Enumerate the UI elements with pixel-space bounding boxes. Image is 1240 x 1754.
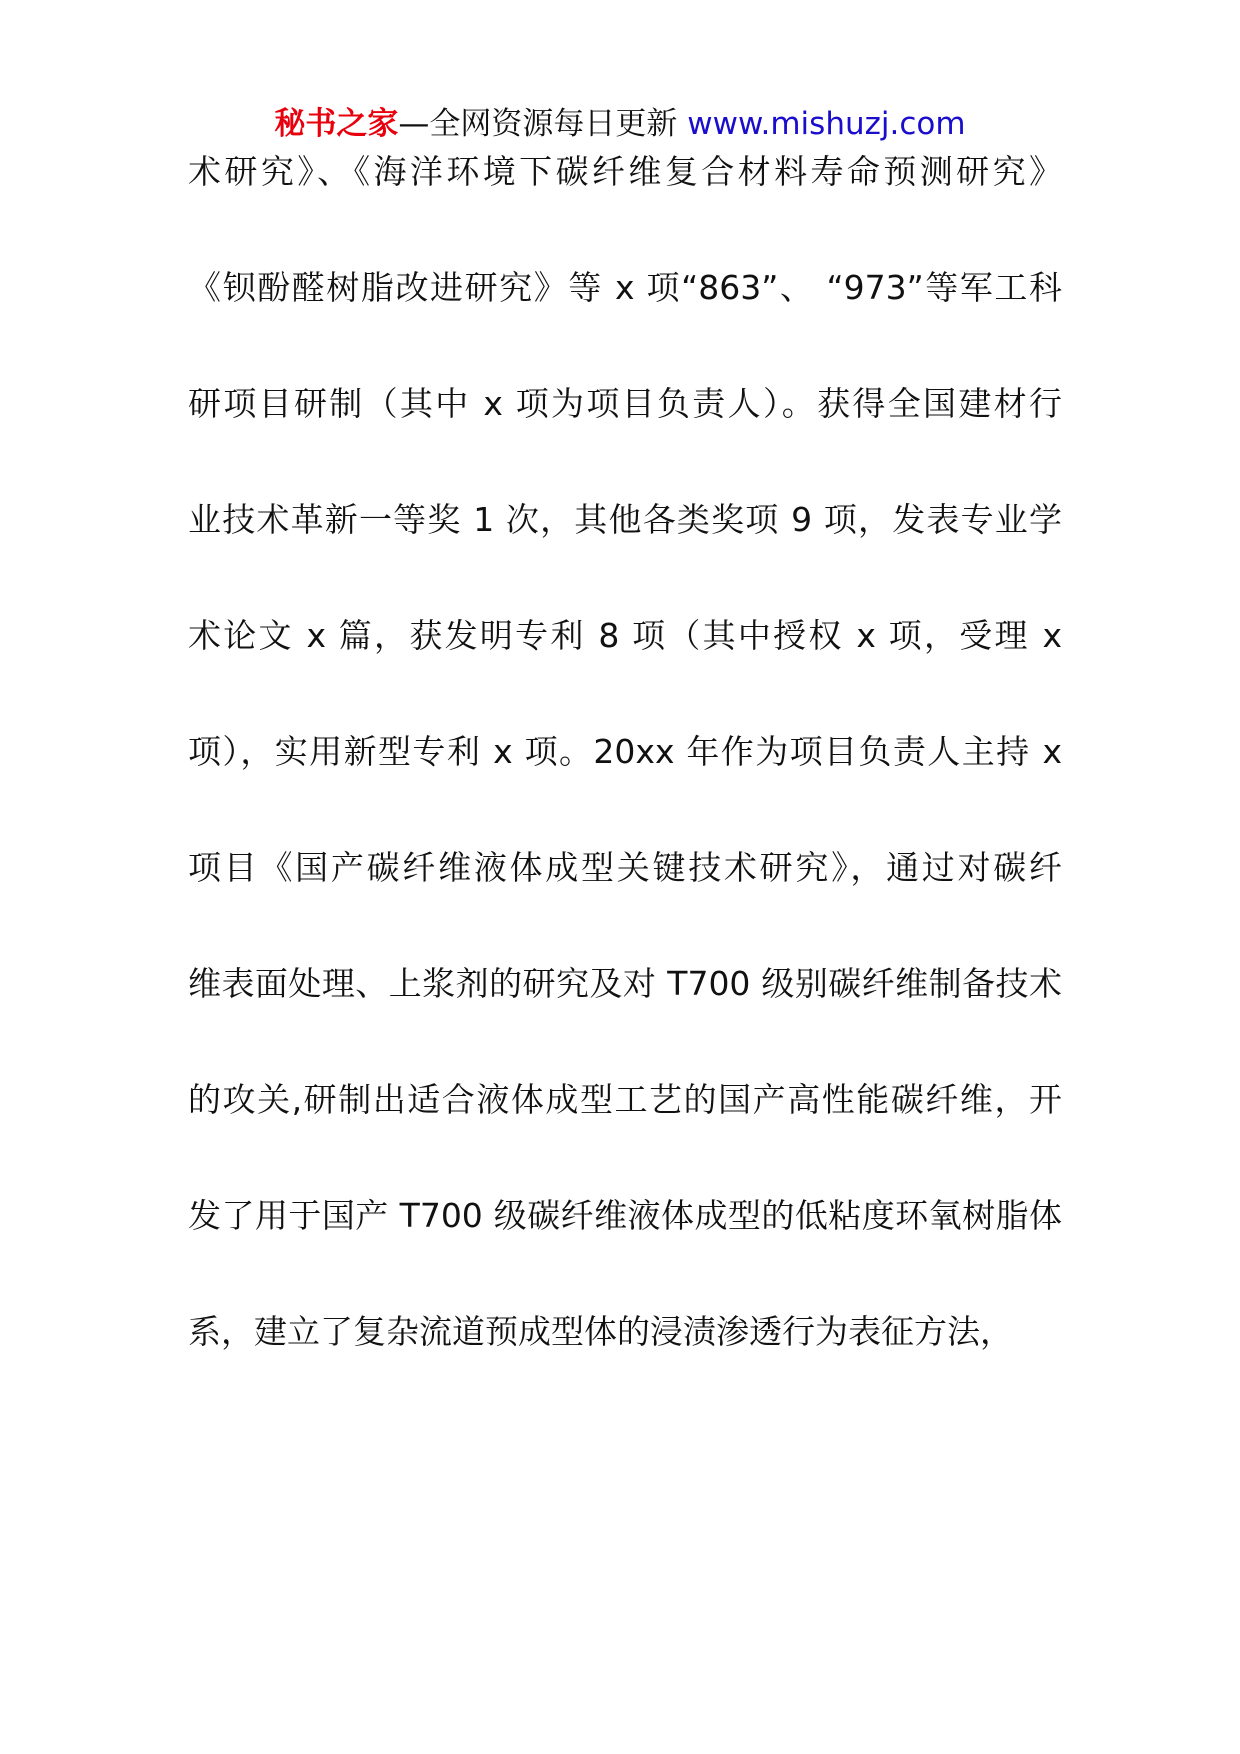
header-url-link[interactable]: www.mishuzj.com	[687, 106, 966, 142]
body-line-7: 项目《国产碳纤维液体成型关键技术研究》，通过对碳纤	[188, 848, 1062, 887]
brand-name: 秘书之家	[274, 106, 399, 142]
body-line-4: 业技术革新一等奖 1 次，其他各类奖项 9 项，发表专业学	[188, 500, 1062, 539]
page-header	[0, 102, 1240, 146]
body-line-11: 系，建立了复杂流道预成型体的浸渍渗透行为表征方法，	[188, 1312, 1013, 1351]
body-line-10: 发了用于国产 T700 级碳纤维液体成型的低粘度环氧树脂体	[188, 1196, 1062, 1235]
body-line-9: 的攻关,研制出适合液体成型工艺的国产高性能碳纤维，开	[188, 1080, 1062, 1119]
body-line-8: 维表面处理、上浆剂的研究及对 T700 级别碳纤维制备技术	[188, 964, 1062, 1003]
body-line-1: 术研究》、《海洋环境下碳纤维复合材料寿命预测研究》	[188, 152, 1062, 191]
body-line-3: 研项目研制（其中 x 项为项目负责人）。获得全国建材行	[188, 384, 1062, 423]
body-line-6: 项），实用新型专利 x 项。20xx 年作为项目负责人主持 x	[188, 732, 1062, 771]
header-slogan: —全网资源每日更新	[398, 106, 678, 142]
body-line-5: 术论文 x 篇，获发明专利 8 项（其中授权 x 项，受理 x	[188, 616, 1062, 655]
body-line-2: 《钡酚醛树脂改进研究》等 x 项“863”、 “973”等军工科	[188, 268, 1062, 307]
